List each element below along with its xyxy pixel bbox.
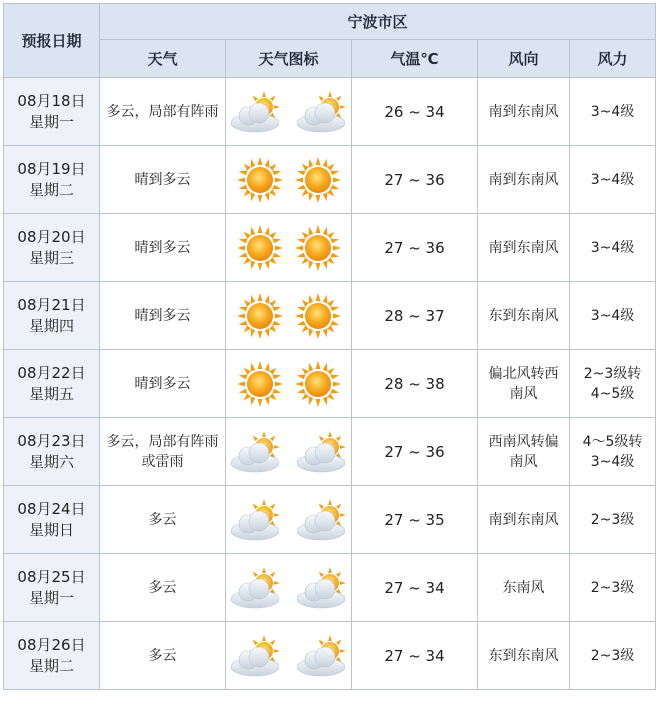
wind-force-cell [570,282,656,350]
wind-direction-cell [478,554,570,622]
weather-cell [100,418,226,486]
partly-cloudy-icon [294,565,350,611]
partly-cloudy-icon [228,89,284,135]
wind-force-text: 3~4级 [590,171,635,188]
forecast-date-header: 预报日期 [4,4,100,78]
table-row [4,146,656,214]
date-cell [4,350,100,418]
wind-direction-cell [478,282,570,350]
wind-direction-column-header: 风向 [478,40,570,78]
partly-cloudy-icon [228,633,284,679]
weekday-text: 星期五 [28,384,74,403]
table-row [4,418,656,486]
weekday-text: 星期四 [28,316,74,335]
wind-force-cell [570,486,656,554]
temperature-cell: 26 ~ 34 [352,78,478,146]
partly-cloudy-icon [294,633,350,679]
wind-force-text: 2~3级转4~5级 [583,365,642,402]
weather-icon-pair [226,429,351,475]
weather-text: 晴到多云 [134,171,191,188]
weather-icon-pair [226,89,351,135]
weather-icon-column-header: 天气图标 [226,40,352,78]
temperature-column-header: 气温℃ [352,40,478,78]
date-cell [4,214,100,282]
weekday-text: 星期二 [28,656,74,675]
weather-icon-cell [226,486,352,554]
weather-icon-cell [226,554,352,622]
sun-icon [294,224,342,272]
date-text: 08月20日 [17,227,86,246]
weather-icon-cell [226,214,352,282]
table-row [4,486,656,554]
partly-cloudy-icon [294,89,350,135]
sun-icon [236,156,284,204]
partly-cloudy-icon [294,497,350,543]
wind-direction-cell [478,350,570,418]
date-text: 08月21日 [17,295,86,314]
temperature-cell: 27 ~ 36 [352,214,478,282]
wind-force-cell [570,350,656,418]
partly-cloudy-icon [228,429,284,475]
wind-force-text: 2~3级 [590,579,635,596]
date-text: 08月26日 [17,635,86,654]
weather-cell [100,146,226,214]
sun-icon [294,156,342,204]
weather-icon-pair [226,497,351,543]
temperature-cell: 27 ~ 34 [352,554,478,622]
partly-cloudy-icon [294,429,350,475]
weather-cell [100,554,226,622]
weather-cell [100,214,226,282]
wind-force-text: 3~4级 [590,239,635,256]
wind-force-text: 2~3级 [590,511,635,528]
wind-direction-text: 东南风 [502,579,545,596]
weather-text: 晴到多云 [134,307,191,324]
weather-icon-cell [226,146,352,214]
weather-cell [100,486,226,554]
weather-icon-pair [226,292,351,340]
weather-icon-cell [226,418,352,486]
date-text: 08月19日 [17,159,86,178]
wind-force-cell [570,622,656,690]
weather-column-header: 天气 [100,40,226,78]
wind-force-cell [570,78,656,146]
weekday-text: 星期一 [28,588,74,607]
table-row [4,282,656,350]
temperature-cell: 27 ~ 36 [352,418,478,486]
sun-icon [236,360,284,408]
table-row [4,214,656,282]
weather-icon-cell [226,78,352,146]
wind-direction-text: 南到东南风 [488,239,559,256]
partly-cloudy-icon [228,497,284,543]
wind-direction-text: 东到东南风 [488,647,559,664]
forecast-container [3,3,655,703]
weather-cell [100,350,226,418]
wind-direction-cell [478,146,570,214]
weather-icon-pair [226,633,351,679]
sun-icon [294,360,342,408]
date-cell [4,622,100,690]
temperature-cell: 27 ~ 35 [352,486,478,554]
date-cell [4,146,100,214]
weather-text: 多云 [148,579,177,596]
date-cell [4,486,100,554]
weather-icon-pair [226,360,351,408]
weather-text: 多云 [148,647,177,664]
wind-force-text: 4～5级转3~4级 [582,433,643,470]
wind-force-text: 2~3级 [590,647,635,664]
wind-force-cell [570,418,656,486]
table-row [4,554,656,622]
weather-text: 多云，局部有阵雨 [106,103,219,120]
table-row [4,350,656,418]
weather-text: 多云 [148,511,177,528]
wind-direction-cell [478,418,570,486]
temperature-cell: 28 ~ 37 [352,282,478,350]
date-cell [4,418,100,486]
wind-direction-cell [478,78,570,146]
wind-direction-text: 西南风转偏南风 [488,433,559,470]
weekday-text: 星期六 [28,452,74,471]
table-row [4,78,656,146]
wind-direction-text: 东到东南风 [488,307,559,324]
wind-direction-cell [478,214,570,282]
forecast-rows [4,78,656,690]
wind-direction-cell [478,622,570,690]
weekday-text: 星期一 [28,112,74,131]
partly-cloudy-icon [228,565,284,611]
weekday-text: 星期三 [28,248,74,267]
weather-cell [100,622,226,690]
weather-text: 晴到多云 [134,375,191,392]
weather-text: 多云，局部有阵雨或雷雨 [106,433,219,470]
wind-force-column-header: 风力 [570,40,656,78]
forecast-table [3,3,656,690]
weekday-text: 星期日 [28,520,74,539]
weather-icon-pair [226,565,351,611]
table-row [4,622,656,690]
date-text: 08月23日 [17,431,86,450]
weather-icon-pair [226,224,351,272]
wind-force-text: 3~4级 [590,307,635,324]
wind-direction-text: 南到东南风 [488,103,559,120]
date-cell [4,78,100,146]
date-text: 08月18日 [17,91,86,110]
wind-direction-text: 南到东南风 [488,171,559,188]
sun-icon [236,292,284,340]
wind-force-cell [570,554,656,622]
temperature-cell: 27 ~ 34 [352,622,478,690]
wind-direction-text: 偏北风转西南风 [488,365,559,402]
wind-direction-text: 南到东南风 [488,511,559,528]
weather-text: 晴到多云 [134,239,191,256]
date-text: 08月22日 [17,363,86,382]
sun-icon [236,224,284,272]
weather-icon-pair [226,156,351,204]
sun-icon [294,292,342,340]
date-cell [4,282,100,350]
temperature-cell: 27 ~ 36 [352,146,478,214]
weather-icon-cell [226,622,352,690]
date-cell [4,554,100,622]
weather-icon-cell [226,350,352,418]
wind-force-cell [570,214,656,282]
wind-force-text: 3~4级 [590,103,635,120]
date-text: 08月24日 [17,499,86,518]
region-header: 宁波市区 [100,4,656,40]
weather-icon-cell [226,282,352,350]
weather-cell [100,78,226,146]
date-text: 08月25日 [17,567,86,586]
weekday-text: 星期二 [28,180,74,199]
weather-cell [100,282,226,350]
wind-direction-cell [478,486,570,554]
wind-force-cell [570,146,656,214]
temperature-cell: 28 ~ 38 [352,350,478,418]
